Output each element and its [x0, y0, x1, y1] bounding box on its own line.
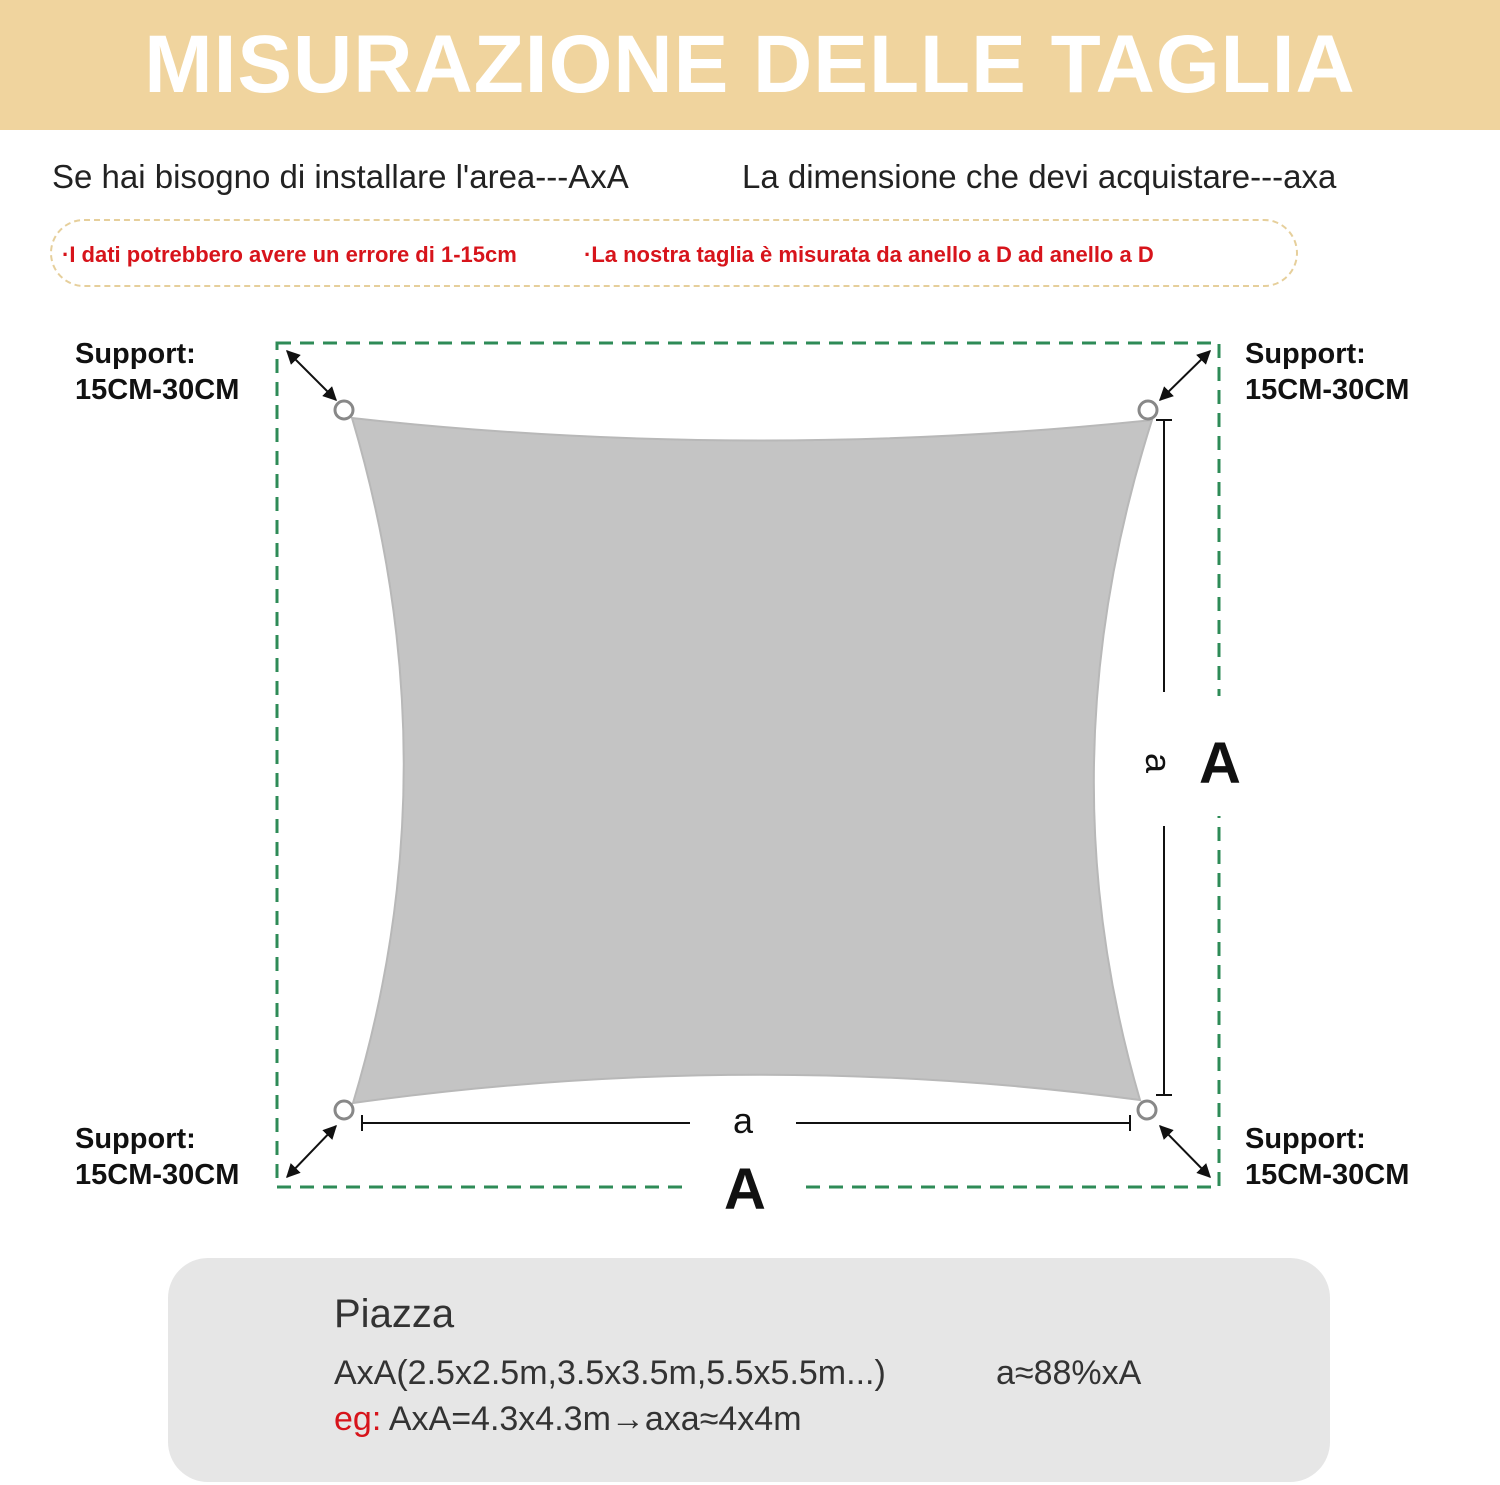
support-title: Support: — [75, 338, 196, 370]
example-line — [334, 1400, 802, 1439]
shade-sail — [352, 418, 1152, 1103]
page-title: MISURAZIONE DELLE TAGLIA — [144, 19, 1356, 110]
install-height-label: A — [1199, 731, 1241, 796]
support-label-top-right — [1245, 336, 1409, 408]
d-ring-bottom-left — [335, 1101, 353, 1119]
sail-height-label: a — [1138, 752, 1180, 774]
support-range: 15CM-30CM — [1245, 374, 1410, 406]
support-label-top-left — [75, 336, 239, 408]
size-ratio: a≈88%xA — [996, 1354, 1142, 1392]
example-label: eg: — [334, 1400, 382, 1438]
sail-width-label: a — [733, 1100, 754, 1141]
shape-title: Piazza — [334, 1292, 455, 1336]
install-area-text: Se hai bisogno di installare l'area---AxA — [52, 158, 629, 195]
support-range: 15CM-30CM — [75, 374, 240, 406]
purchase-size-text: La dimensione che devi acquistare---axa — [742, 158, 1337, 195]
support-label-bottom-left — [75, 1121, 239, 1193]
example-value: AxA=4.3x4.3m→axa≈4x4m — [381, 1400, 802, 1438]
error-note: ·I dati potrebbero avere un errore di 1-15cm — [62, 242, 517, 267]
support-label-bottom-right — [1245, 1121, 1409, 1193]
d-ring-top-left — [335, 401, 353, 419]
support-range: 15CM-30CM — [1245, 1159, 1410, 1191]
support-arrow-bottom-left — [287, 1126, 336, 1177]
support-arrow-bottom-right — [1160, 1126, 1210, 1177]
measure-note: ·La nostra taglia è misurata da anello a D ad anello a D — [584, 242, 1154, 267]
support-arrow-top-left — [287, 351, 336, 400]
support-title: Support: — [1245, 1123, 1366, 1155]
support-arrow-top-right — [1160, 351, 1210, 400]
d-ring-top-right — [1139, 401, 1157, 419]
d-ring-bottom-right — [1138, 1101, 1156, 1119]
install-width-label: A — [724, 1157, 766, 1222]
support-range: 15CM-30CM — [75, 1159, 240, 1191]
support-title: Support: — [75, 1123, 196, 1155]
available-sizes: AxA(2.5x2.5m,3.5x3.5m,5.5x5.5m...) — [334, 1354, 886, 1392]
support-title: Support: — [1245, 338, 1366, 370]
